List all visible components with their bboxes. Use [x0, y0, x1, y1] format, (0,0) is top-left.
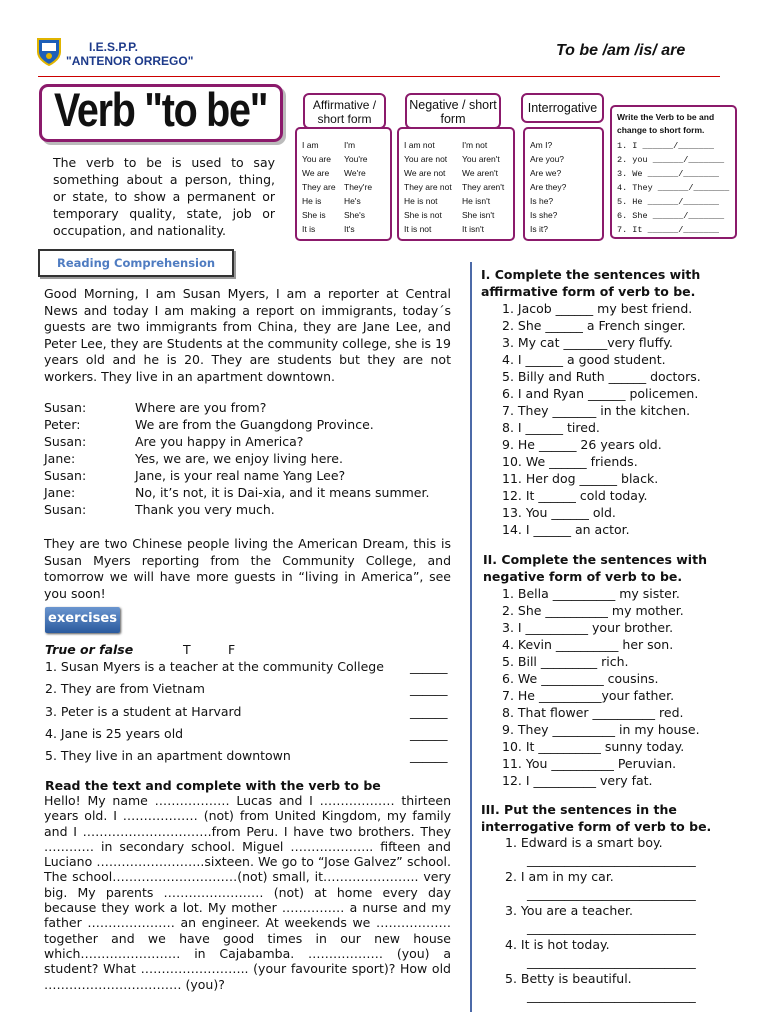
true-column-label: T [183, 642, 191, 657]
table-cell: It isn't [462, 224, 484, 234]
write-row: 4. They ______/_______ [617, 183, 730, 193]
tf-item: 3. Peter is a student at Harvard [45, 704, 242, 719]
interrogative-label: Interrogative [521, 93, 604, 123]
table-cell: It is not [404, 224, 432, 234]
interrogative-table [523, 127, 604, 241]
table-cell: He's [344, 196, 361, 206]
tf-answer-blank[interactable]: ______ [410, 704, 448, 719]
table-cell: Is it? [530, 224, 548, 234]
complete-text-body: Hello! My name ……………… Lucas and I ……………… thirteen years old. I ……………… (not) from United Kingdom, my family and I ………………………….from Peru. I have two brothers. They ………… in secondary school. Miguel ……………….. fifteen and Luciano ……………………..sixteen. We go to “Jose Galvez” school. The school…………………………(not) small, it………………….. very big. My parents …………………… (not) at home every day because they work a lot. My mother …………… a nurse and my father ………………… an engineer. At weekends we ……………… together and we have good times in our new house which…………………… in Cajabamba. ……………… (you) a student? What …………………….. (your favourite sport)? How old …………………………… (you)? [44, 793, 451, 992]
list-item: 7. He __________your father. [502, 688, 675, 703]
list-item: 2. I am in my car. [505, 869, 614, 884]
dialogue-speaker: Susan: [44, 400, 87, 415]
list-item: 8. That flower __________ red. [502, 705, 684, 720]
dialogue-speaker: Susan: [44, 468, 87, 483]
table-cell: We're [344, 168, 366, 178]
tf-item: 1. Susan Myers is a teacher at the community College [45, 659, 384, 674]
header-rule [38, 76, 720, 77]
list-item: 12. I __________ very fat. [502, 773, 653, 788]
affirmative-table [295, 127, 392, 241]
tf-answer-blank[interactable]: ______ [410, 659, 448, 674]
list-item: 2. She ______ a French singer. [502, 318, 686, 333]
list-item: 5. Billy and Ruth ______ doctors. [502, 369, 701, 384]
table-cell: You are not [404, 154, 448, 164]
tf-item: 4. Jane is 25 years old [45, 726, 184, 741]
dialogue-speaker: Peter: [44, 417, 81, 432]
answer-line[interactable]: ___________________________ [527, 886, 696, 901]
list-item: 4. Kevin __________ her son. [502, 637, 674, 652]
tf-item: 2. They are from Vietnam [45, 681, 205, 696]
table-cell: Are they? [530, 182, 567, 192]
dialogue-line: Jane, is your real name Yang Lee? [135, 468, 346, 483]
table-cell: Am I? [530, 140, 553, 150]
table-cell: We are [302, 168, 330, 178]
section-1-title: I. Complete the sentences with affirmative form of verb to be. [481, 267, 701, 299]
list-item: 6. I and Ryan ______ policemen. [502, 386, 699, 401]
answer-line[interactable]: ___________________________ [527, 988, 696, 1003]
column-divider [470, 262, 472, 1012]
negative-label: Negative / short form [405, 93, 501, 129]
list-item: 12. It ______ cold today. [502, 488, 648, 503]
list-item: 11. You __________ Peruvian. [502, 756, 677, 771]
dialogue-speaker: Susan: [44, 502, 87, 517]
table-cell: You are [302, 154, 331, 164]
dialogue-speaker: Susan: [44, 434, 87, 449]
table-cell: I am [302, 140, 319, 150]
list-item: 2. She __________ my mother. [502, 603, 684, 618]
table-cell: He is not [404, 196, 438, 206]
write-row: 7. It ______/_______ [617, 225, 720, 235]
table-cell: He isn't [462, 196, 491, 206]
exercises-badge: exercises [45, 607, 120, 633]
table-cell: She is [302, 210, 326, 220]
page-title: Verb "to be" [54, 83, 268, 136]
answer-line[interactable]: ___________________________ [527, 852, 696, 867]
list-item: 10. We ______ friends. [502, 454, 638, 469]
table-cell: They are not [404, 182, 452, 192]
table-cell: You're [344, 154, 368, 164]
list-item: 1. Edward is a smart boy. [505, 835, 663, 850]
list-item: 9. He ______ 26 years old. [502, 437, 662, 452]
write-row: 6. She ______/_______ [617, 211, 725, 221]
school-crest-icon [36, 36, 62, 66]
list-item: 9. They __________ in my house. [502, 722, 700, 737]
list-item: 3. My cat _______very fluffy. [502, 335, 673, 350]
false-column-label: F [228, 642, 236, 657]
list-item: 5. Betty is beautiful. [505, 971, 632, 986]
table-cell: It's [344, 224, 355, 234]
table-cell: She is not [404, 210, 442, 220]
table-cell: Are we? [530, 168, 562, 178]
write-verb-box [610, 105, 737, 239]
reading-paragraph-2: They are two Chinese people living the American Dream, this is Susan Myers reporting from the Community College, and tomorrow we will have more guests in “living in America”, see you soon! [44, 536, 451, 601]
dialogue-line: We are from the Guangdong Province. [135, 417, 374, 432]
list-item: 10. It __________ sunny today. [502, 739, 685, 754]
table-cell: I'm [344, 140, 356, 150]
dialogue-speaker: Jane: [44, 485, 76, 500]
list-item: 4. I ______ a good student. [502, 352, 666, 367]
table-cell: Are you? [530, 154, 565, 164]
table-cell: I am not [404, 140, 435, 150]
tf-answer-blank[interactable]: ______ [410, 726, 448, 741]
dialogue-speaker: Jane: [44, 451, 76, 466]
affirmative-label: Affirmative / short form [303, 93, 386, 129]
dialogue-line: Where are you from? [135, 400, 267, 415]
dialogue-line: Thank you very much. [135, 502, 275, 517]
school-name-line1: I.E.S.P.P. [89, 40, 138, 54]
list-item: 11. Her dog ______ black. [502, 471, 659, 486]
table-cell: I'm not [462, 140, 488, 150]
answer-line[interactable]: ___________________________ [527, 954, 696, 969]
list-item: 7. They _______ in the kitchen. [502, 403, 691, 418]
table-cell: He is [302, 196, 322, 206]
table-cell: She's [344, 210, 365, 220]
true-false-title: True or false [45, 642, 134, 657]
complete-text-title: Read the text and complete with the verb to be [45, 778, 381, 793]
answer-line[interactable]: ___________________________ [527, 920, 696, 935]
list-item: 4. It is hot today. [505, 937, 610, 952]
list-item: 8. I ______ tired. [502, 420, 600, 435]
dialogue-line: No, it’s not, it is Dai-xia, and it means summer. [135, 485, 430, 500]
negative-table [397, 127, 515, 241]
table-cell: Is she? [530, 210, 558, 220]
list-item: 6. We __________ cousins. [502, 671, 659, 686]
write-row: 3. We ______/_______ [617, 169, 720, 179]
worksheet-header-title: To be /am /is/ are [556, 42, 686, 59]
table-cell: Is he? [530, 196, 554, 206]
intro-paragraph: The verb to be is used to say something about a person, thing, or state, to show a permanent or temporary quality, state, job or occupation, and nationality. [53, 155, 275, 238]
table-cell: We are not [404, 168, 446, 178]
list-item: 1. Bella __________ my sister. [502, 586, 680, 601]
table-cell: They're [344, 182, 373, 192]
write-row: 5. He ______/_______ [617, 197, 720, 207]
tf-answer-blank[interactable]: ______ [410, 681, 448, 696]
tf-answer-blank[interactable]: ______ [410, 748, 448, 763]
list-item: 14. I ______ an actor. [502, 522, 630, 537]
reading-title: Reading Comprehension [57, 256, 216, 270]
table-cell: They aren't [462, 182, 505, 192]
write-box-instruction: Write the Verb to be and change to short form. [617, 112, 715, 135]
list-item: 1. Jacob ______ my best friend. [502, 301, 693, 316]
list-item: 13. You ______ old. [502, 505, 616, 520]
school-name-line2: "ANTENOR ORREGO" [66, 54, 194, 68]
section-2-title: II. Complete the sentences with negative form of verb to be. [483, 552, 707, 584]
reading-paragraph-1: Good Morning, I am Susan Myers, I am a reporter at Central News and today I am making a report on immigrants, today´s guests are two immigrants from China, they are Jane Lee, and Peter Lee, they are Students at the community college, she is 19 years old and he is 20. They are students but they are not workers. They live in an apartment downtown. [44, 286, 451, 384]
table-cell: It is [302, 224, 316, 234]
list-item: 5. Bill _________ rich. [502, 654, 629, 669]
write-row: 1. I ______/_______ [617, 141, 714, 151]
table-cell: They are [302, 182, 336, 192]
section-3-title: III. Put the sentences in the interrogative form of verb to be. [481, 802, 712, 834]
write-row: 2. you ______/_______ [617, 155, 725, 165]
list-item: 3. You are a teacher. [505, 903, 633, 918]
list-item: 3. I __________ your brother. [502, 620, 674, 635]
dialogue-line: Are you happy in America? [135, 434, 304, 449]
dialogue-line: Yes, we are, we enjoy living here. [135, 451, 343, 466]
table-cell: We aren't [462, 168, 498, 178]
tf-item: 5. They live in an apartment downtown [45, 748, 291, 763]
table-cell: She isn't [462, 210, 495, 220]
table-cell: You aren't [462, 154, 500, 164]
